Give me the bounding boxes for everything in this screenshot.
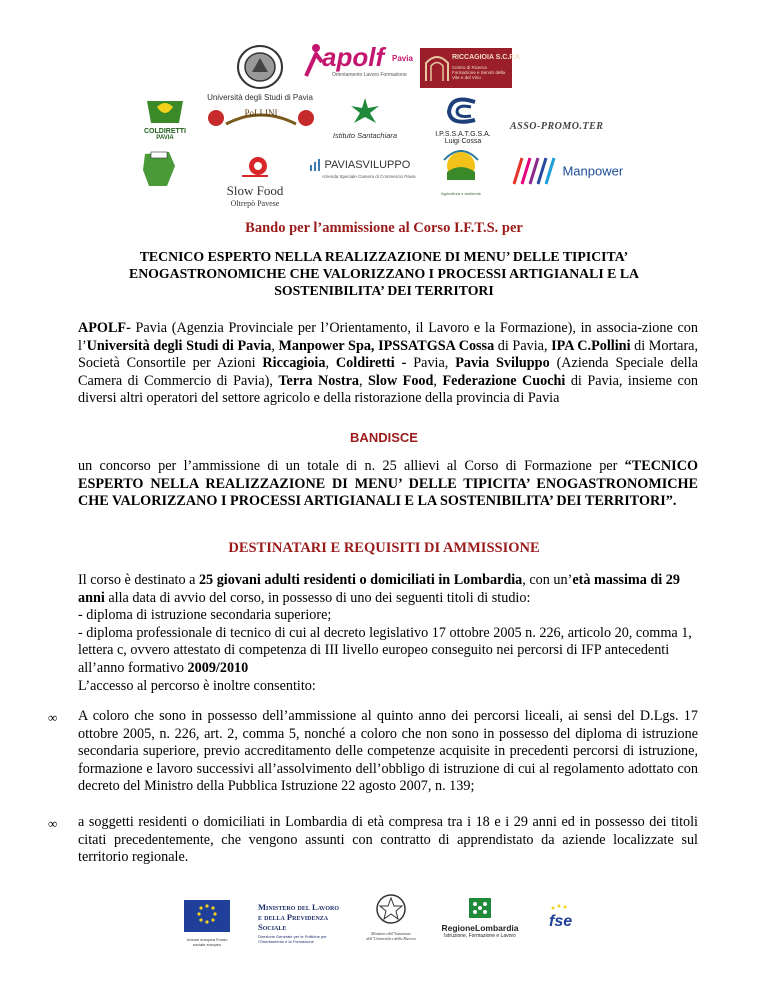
coldiretti-logo bbox=[135, 97, 195, 141]
intro-text-9: , bbox=[433, 372, 443, 389]
intro-text-3: di Pavia, bbox=[494, 337, 552, 354]
intro-text-6: Pavia, bbox=[406, 355, 456, 371]
apolf-logo bbox=[302, 42, 412, 82]
ministero-line-2: e della Previdenza Sociale bbox=[258, 912, 329, 932]
apolf-city: Pavia bbox=[392, 54, 413, 63]
intro-bold-unipv: Università degli Studi di Pavia bbox=[86, 337, 272, 354]
pollini-name bbox=[206, 139, 316, 140]
small-emblem-logo bbox=[138, 150, 180, 195]
ministero-lavoro-logo bbox=[258, 902, 344, 944]
partner-logos bbox=[0, 0, 768, 208]
concorso-course-title: “TECNICO ESPERTO NELLA REALIZZAZIONE DI MENU’ DELLE TIPICITA’ ENOGASTRONOMICHE CHE VALORIZZANO I PROCESSI ARTIGIANALI E LA SOSTENIBILITA’ DEI TERRITORI”. bbox=[78, 458, 698, 509]
intro-bold-paviasviluppo: Pavia Sviluppo bbox=[455, 355, 550, 371]
unipv-seal-icon bbox=[230, 44, 290, 90]
terranostra-logo bbox=[436, 146, 486, 196]
assopromoter-logo bbox=[510, 116, 610, 134]
pollini-emblem-icon bbox=[206, 100, 316, 134]
regione-lombardia-logo bbox=[438, 898, 522, 939]
assopromoter-name: ASSO-PROMO.TER bbox=[510, 121, 604, 132]
requisiti-paragraph bbox=[78, 572, 698, 677]
ipssatgsa-name: I.P.S.S.A.T.G.S.A. bbox=[435, 131, 491, 138]
intro-bold-manpower: Manpower Spa, IPSSATGSA Cossa bbox=[278, 337, 495, 354]
accesso-bullet-1: A coloro che sono in possesso dell’ammissione al quinto anno dei percorsi liceali, ai sensi del D.Lgs. 17 ottobre 2005, n. 226, art. 2, comma 5, nonché a coloro che non sono in possesso del diploma di istruzione secondaria superiore, previo accreditamento delle competenze acquisite in precedenti percorsi di istruzione, formazione e lavoro successivi all’assolvimento dell’obbligo di istruzione di cui al regolamento adottato con decreto del Ministro della Pubblica Istruzione 22 agosto 2007, n. 139; bbox=[78, 708, 698, 794]
pollini-logo bbox=[206, 100, 316, 140]
coldiretti-emblem-icon bbox=[143, 97, 187, 125]
ministero-line-3: Direzione Generale per le Politiche per l’Orientamento e la Formazione bbox=[258, 934, 327, 944]
intro-text-10: di Pavia, insieme con diversi altri operatori del settore agricolo e della ristorazione della provincia di Pavia bbox=[78, 372, 699, 406]
miur-caption: Ministero dell’Istruzione dell’Università e della Ricerca bbox=[366, 931, 416, 941]
riccagioia-sub: Centro di Ricerca Formazione e Servizi della Vite e del Vino bbox=[452, 65, 506, 80]
accesso-paragraph: L’accesso al percorso è inoltre consentito: bbox=[78, 678, 316, 694]
req-text-1: Il corso è destinato a bbox=[78, 572, 199, 588]
intro-paragraph bbox=[78, 320, 698, 408]
intro-bold-cuochi: Federazione Cuochi bbox=[442, 372, 566, 389]
req-bold-anno: 2009/2010 bbox=[187, 659, 249, 676]
riccagioia-name: RICCAGIOIA S.C.P.A bbox=[452, 54, 521, 61]
eu-caption: Unione europea Fondo sociale europeo bbox=[186, 937, 228, 947]
eu-flag-icon bbox=[184, 900, 230, 932]
ipssatgsa-swirl-icon bbox=[445, 96, 481, 126]
intro-text-8: , bbox=[358, 372, 369, 389]
course-title-line-2: ENOGASTRONOMICHE CHE VALORIZZANO I PROCESSI ARTIGIANALI E LA bbox=[129, 266, 639, 281]
paviasviluppo-logo bbox=[310, 156, 428, 179]
fse-logo bbox=[544, 904, 584, 935]
intro-bold-pollini: IPA C.Pollini bbox=[551, 337, 631, 354]
footer-logos bbox=[0, 888, 768, 968]
concorso-text: un concorso per l’ammissione di un totale di n. 25 allievi al Corso di Formazione per bbox=[78, 458, 625, 474]
req-text-2: , con un’ bbox=[522, 572, 573, 588]
course-title bbox=[0, 248, 768, 299]
paviasviluppo-sub: Azienda Speciale Camera di Commercio Pavia bbox=[322, 174, 416, 179]
italian-emblem-icon bbox=[374, 892, 408, 926]
manpower-stripes-icon bbox=[510, 156, 558, 186]
bullet-icon: ∞ bbox=[48, 710, 58, 725]
slowfood-logo bbox=[205, 154, 305, 208]
intro-bold-coldiretti: Coldiretti - bbox=[335, 355, 407, 371]
bullet-icon: ∞ bbox=[48, 816, 58, 831]
intro-bold-riccagioia: Riccagioia bbox=[262, 355, 326, 371]
slowfood-sub: Oltrepò Pavese bbox=[230, 199, 280, 208]
intro-bold-slowfood: Slow Food bbox=[368, 372, 434, 389]
snail-icon bbox=[240, 154, 270, 178]
req-text-3: alla data di avvio del corso bbox=[104, 589, 261, 606]
req-bold-destinatari: 25 giovani adulti residenti o domiciliati in Lombardia bbox=[198, 572, 523, 588]
terranostra-sun-icon bbox=[438, 146, 484, 186]
apolf-name: apolf bbox=[322, 42, 385, 72]
eu-logo bbox=[182, 900, 232, 947]
santachiara-name: Istituto Santachiara bbox=[332, 131, 398, 140]
miur-logo bbox=[366, 892, 416, 941]
intro-text-2: , bbox=[271, 337, 279, 354]
regione-name: RegioneLombardia bbox=[441, 923, 519, 933]
rosa-camuna-icon bbox=[469, 898, 491, 918]
accesso-bullet-2: a soggetti residenti o domiciliati in Lombardia di età compresa tra i 18 e i 29 anni ed in possesso dei titoli citati precedentemente, che vengono assunti con contratto di apprendistato da aziende localizzate sul territorio regionale. bbox=[78, 814, 698, 865]
req-bold-eta: età massima di 29 anni bbox=[78, 572, 680, 606]
unipv-caption: Università degli Studi di Pavia bbox=[207, 93, 313, 102]
intro-text-1: Pavia (Agenzia Provinciale per l’Orientamento, il Lavoro e la Formazione), in associa-zione con l’ bbox=[78, 320, 698, 354]
regional-map-icon bbox=[139, 150, 179, 190]
coldiretti-name: COLDIRETTI bbox=[144, 128, 186, 135]
apolf-sub: Orientamento Lavoro Formazione bbox=[332, 72, 407, 78]
destinatari-heading: DESTINATARI E REQUISITI DI AMMISSIONE bbox=[228, 540, 540, 556]
riccagioia-arch-icon bbox=[424, 53, 450, 83]
coldiretti-city: PAVIA bbox=[156, 135, 174, 141]
riccagioia-logo bbox=[420, 48, 521, 88]
req-list-item-1: - diploma di istruzione secondaria superiore; bbox=[78, 607, 332, 623]
slowfood-name: Slow Food bbox=[226, 183, 284, 198]
paviasviluppo-name: PAVIASVILUPPO bbox=[324, 158, 411, 171]
svg-text:PoLLINI: PoLLINI bbox=[244, 108, 278, 118]
intro-text-4: di Mortara, Società Consortile per Azioni bbox=[78, 337, 699, 371]
terranostra-sub: Agricoltura e ambiente bbox=[440, 191, 482, 196]
regione-sub: Istruzione, Formazione e Lavoro bbox=[444, 933, 516, 939]
req-list-item-2: - diploma professionale di tecnico di cui al decreto legislativo 17 ottobre 2005 n. 226, articolo 20, comma 1, lettera c, ovvero attestato di competenza di III livello europeo conseguito nei percorsi di IFP antecedenti all’anno formativo bbox=[78, 624, 692, 676]
manpower-logo bbox=[510, 156, 630, 186]
req-text-4: , in possesso di uno dei seguenti titoli di studio: bbox=[260, 589, 531, 606]
paviasviluppo-bars-icon bbox=[310, 159, 320, 171]
apolf-figure-icon bbox=[302, 42, 324, 78]
ministero-line-1: Ministero del Lavoro bbox=[258, 902, 340, 912]
fse-text: fse bbox=[549, 913, 573, 930]
course-title-line-1: TECNICO ESPERTO NELLA REALIZZAZIONE DI MENU’ DELLE TIPICITA’ bbox=[139, 249, 629, 264]
manpower-name: Manpower bbox=[562, 163, 624, 179]
intro-bold-terranostra: Terra Nostra bbox=[278, 372, 359, 389]
bandisce-heading: BANDISCE bbox=[350, 430, 418, 445]
ipssatgsa-logo bbox=[428, 96, 498, 145]
intro-text-5: , bbox=[325, 355, 336, 371]
bando-title: Bando per l’ammissione al Corso I.F.T.S. per bbox=[245, 220, 523, 236]
apolf-label: APOLF- bbox=[78, 320, 131, 336]
intro-text-7: (Azienda Speciale della Camera di Commercio di Pavia), bbox=[78, 355, 698, 389]
fse-stars-icon bbox=[547, 904, 581, 930]
course-title-line-3: SOSTENIBILITA’ DEI TERRITORI bbox=[274, 283, 494, 298]
santachiara-leaf-icon bbox=[348, 96, 382, 126]
concorso-paragraph bbox=[78, 458, 698, 511]
ipssatgsa-sub: Luigi Cossa bbox=[444, 138, 482, 145]
santachiara-logo bbox=[320, 96, 410, 140]
